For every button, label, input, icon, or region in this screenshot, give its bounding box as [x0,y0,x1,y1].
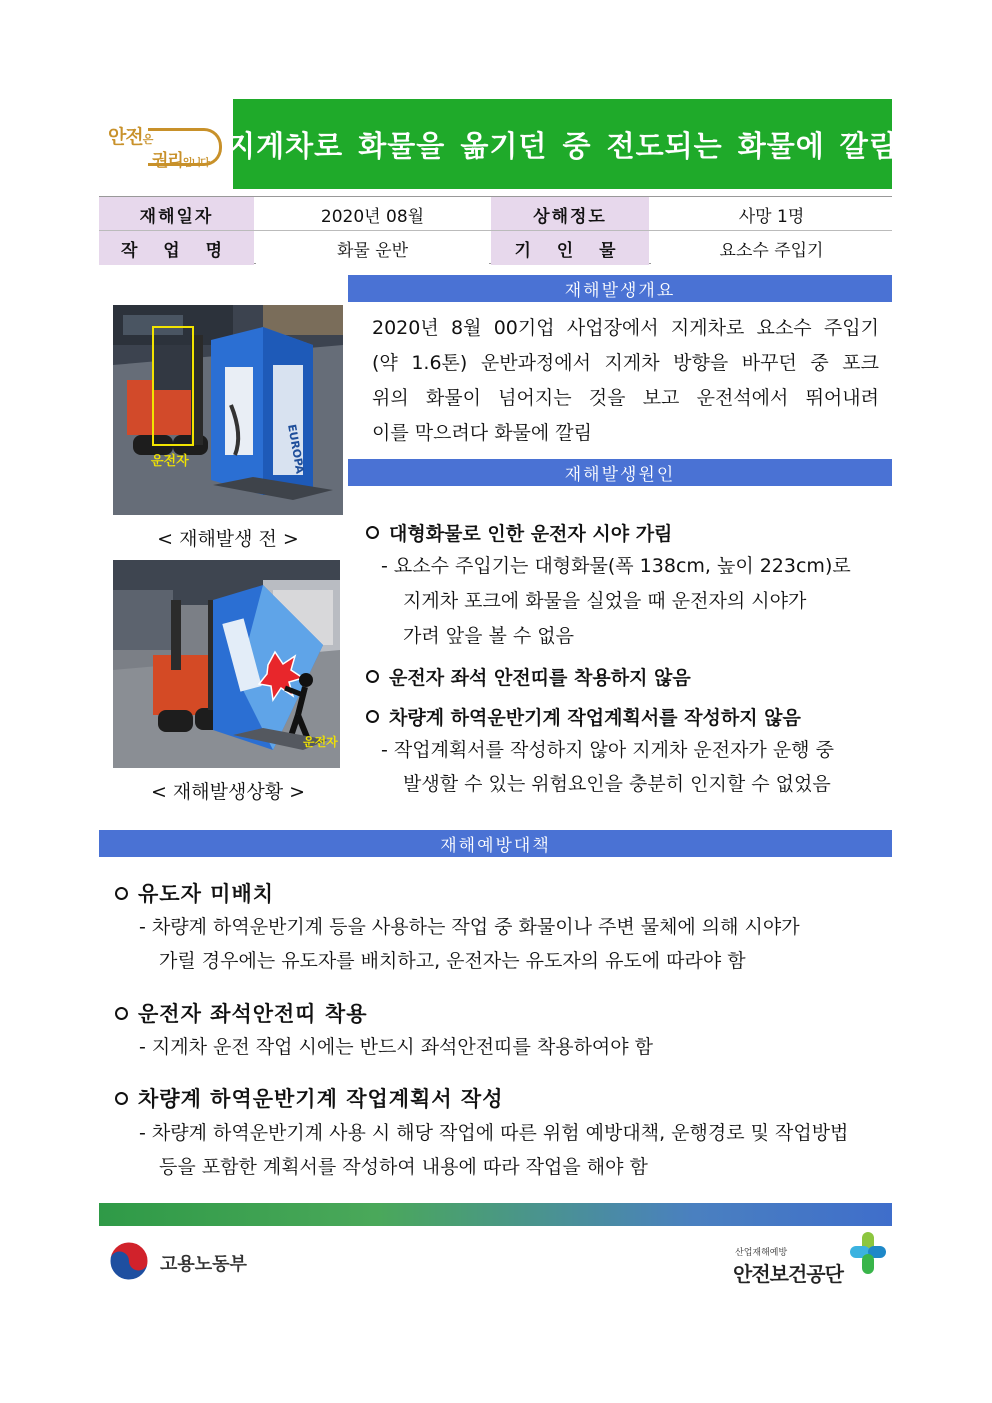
prevention-item-1-line: 가릴 경우에는 유도자를 배치하고, 운전자는 유도자의 유도에 따라야 함 [159,950,746,972]
cause-item-3-line: - 작업계획서를 작성하지 않아 지게차 운전자가 운행 중 [381,739,834,761]
cause-object-value: 요소수 주입기 [651,231,892,265]
prevention-heading-text: 재해예방대책 [440,836,551,856]
agency-cross-logo-icon [848,1230,888,1276]
bullet-circle-icon [115,1007,128,1020]
prevention-item-3-line: - 차량계 하역운반기계 사용 시 해당 작업에 따른 위험 예방대책, 운행경로 및 작업방법 [139,1122,849,1144]
overview-heading [348,275,892,302]
cause-item-3 [366,703,801,730]
cause-item-2-title: 운전자 좌석 안전띠를 착용하지 않음 [389,667,691,689]
title-banner [227,99,898,189]
date-value: 2020년 08월 [256,197,489,231]
bullet-circle-icon [366,670,379,683]
photo-incident-caption: < 재해발생상황 > [150,781,306,803]
agency-name: 안전보건공단 [733,1262,843,1286]
cause-item-3-title: 차량계 하역운반기계 작업계획서를 작성하지 않음 [389,707,801,729]
prevention-item-1-line: - 차량계 하역운반기계 등을 사용하는 작업 중 화물이나 주변 물체에 의해 시야가 [139,916,800,938]
work-value: 화물 운반 [256,231,489,265]
date-label: 재해일자 [99,197,254,231]
causes-heading [348,459,892,486]
footer-gradient-bar [99,1203,892,1226]
cause-item-1-line: 지게차 포크에 화물을 실었을 때 운전자의 시야가 [403,590,807,612]
prevention-item-1 [115,878,274,908]
forklift-before-image [113,305,343,515]
ministry-name: 고용노동부 [160,1254,247,1275]
incident-info-table [99,196,892,264]
cause-item-1-line: 가려 앞을 볼 수 없음 [403,625,574,647]
cause-item-1-line: - 요소수 주입기는 대형화물(폭 138cm, 높이 223cm)로 [381,555,851,577]
cause-item-1 [366,519,672,546]
photo-incident-situation [113,560,340,768]
overview-line: 2020년 8월 00기업 사업장에서 지게차로 요소수 주입기 [372,317,879,339]
prevention-item-2 [115,998,367,1028]
causes-heading-text: 재해발생원인 [564,465,676,485]
bullet-circle-icon [366,526,379,539]
prevention-item-3 [115,1083,504,1113]
severity-label: 상해정도 [491,197,649,231]
overview-text [372,311,879,451]
logo-text-2: 권리 [152,151,183,171]
overview-heading-text: 재해발생개요 [564,281,676,301]
logo-text-2-small: 입니다 [182,158,209,169]
cause-object-label: 기 인 물 [491,231,649,265]
photo-before-caption: < 재해발생 전 > [157,528,299,550]
prevention-item-3-title: 차량계 하역운반기계 작업계획서 작성 [138,1087,504,1111]
severity-value: 사망 1명 [651,197,892,231]
ministry-emblem-icon [108,1240,150,1282]
logo-text-1: 안전 [108,126,143,148]
bullet-circle-icon [115,1092,128,1105]
page-title: 지게차로 화물을 옮기던 중 전도되는 화물에 깔림 [227,128,898,163]
prevention-item-1-title: 유도자 미배치 [138,882,275,906]
campaign-logo [108,120,226,170]
prevention-item-2-line: - 지게차 운전 작업 시에는 반드시 좌석안전띠를 착용하여야 함 [139,1036,654,1058]
overview-line: 위의 화물이 넘어지는 것을 보고 운전석에서 뛰어내려 [372,387,879,409]
forklift-incident-image [113,560,340,768]
prevention-item-2-title: 운전자 좌석안전띠 착용 [138,1002,368,1026]
logo-text-1-small: 은 [142,133,153,146]
prevention-item-3-line: 등을 포함한 계획서를 작성하여 내용에 따라 작업을 해야 함 [159,1156,648,1178]
work-label: 작 업 명 [99,231,254,265]
cause-item-2 [366,663,691,690]
driver-tag-before: 운전자 [151,454,189,469]
agency-subtitle: 산업재해예방 [735,1248,788,1258]
overview-line: (약 1.6톤) 운반과정에서 지게차 방향을 바꾸던 중 포크 [372,352,879,374]
overview-line: 이를 막으려다 화물에 깔림 [372,422,593,444]
bullet-circle-icon [366,710,379,723]
prevention-heading [99,830,892,857]
product-brand-text: EUROPA [285,423,307,475]
driver-tag-incident: 운전자 [303,735,338,749]
cause-item-1-title: 대형화물로 인한 운전자 시야 가림 [389,523,673,545]
cause-item-3-line: 발생할 수 있는 위험요인을 충분히 인지할 수 없었음 [403,773,831,795]
bullet-circle-icon [115,887,128,900]
photo-before-incident [113,305,343,515]
